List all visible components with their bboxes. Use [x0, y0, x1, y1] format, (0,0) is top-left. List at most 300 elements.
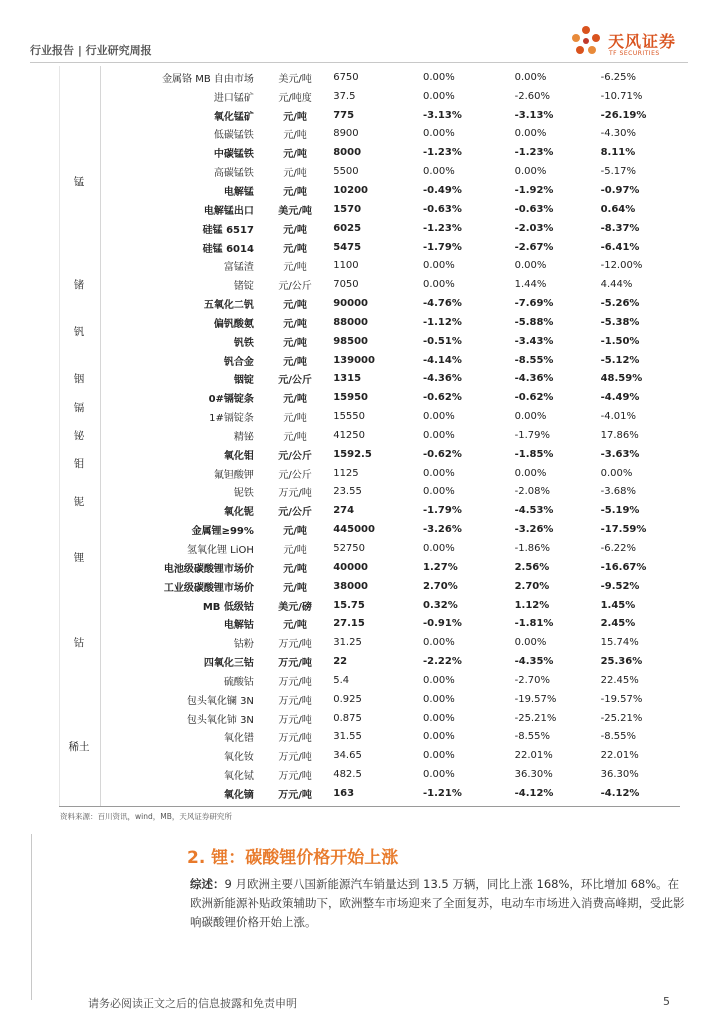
item-name: 包头氧化镧 3N: [186, 695, 254, 707]
change-month: 0.00%: [514, 637, 547, 649]
price-value: 1570: [333, 203, 362, 215]
item-name: 低碳锰铁: [213, 130, 254, 142]
change-month: -2.03%: [514, 222, 554, 234]
change-month: -19.57%: [514, 693, 557, 705]
item-name: 中碳锰铁: [213, 149, 254, 161]
item-name: 氟钽酸钾: [213, 469, 254, 481]
change-ytd: -8.55%: [600, 731, 636, 743]
change-ytd: 15.74%: [600, 637, 639, 649]
item-name: 电解锰: [223, 186, 254, 198]
logo-cn-text: 天风证券: [608, 32, 677, 51]
change-ytd: 0.00%: [600, 467, 633, 479]
change-ytd: -9.52%: [600, 580, 640, 592]
change-week: -0.49%: [423, 184, 462, 196]
price-value: 139000: [333, 354, 375, 366]
change-week: 0.00%: [423, 750, 455, 762]
group-label: 铟: [73, 373, 85, 386]
unit-cell: 万元/吨: [278, 695, 312, 707]
left-margin-rule: [31, 834, 32, 1000]
change-week: -4.76%: [423, 298, 462, 310]
change-month: -3.43%: [514, 335, 554, 347]
table-row: [59, 558, 679, 577]
change-week: -2.22%: [423, 656, 462, 668]
change-ytd: -3.63%: [600, 448, 640, 460]
price-value: 8900: [333, 128, 359, 140]
summary-paragraph: [190, 875, 686, 932]
table-row: [59, 125, 679, 144]
change-week: -0.62%: [423, 392, 462, 404]
item-name: 金属铬 MB 自由市场: [162, 73, 254, 85]
change-ytd: 22.45%: [600, 674, 639, 686]
change-month: -1.92%: [514, 184, 554, 196]
unit-cell: 美元/磅: [278, 601, 312, 613]
item-name: 硫酸钴: [223, 676, 254, 688]
item-name: 工业级碳酸锂市场价: [163, 582, 254, 594]
item-name: 富锰渣: [223, 262, 254, 274]
table-row: [59, 652, 679, 671]
price-value: 34.65: [333, 750, 362, 762]
change-week: 0.00%: [423, 693, 455, 705]
unit-cell: 元/吨: [283, 337, 307, 349]
change-ytd: -4.49%: [600, 392, 640, 404]
change-ytd: -10.71%: [600, 90, 643, 102]
change-week: 0.00%: [423, 429, 455, 441]
table-row: [59, 87, 679, 106]
change-week: 0.00%: [423, 543, 455, 555]
table-row: [59, 690, 679, 709]
unit-cell: 元/吨: [283, 582, 307, 594]
disclaimer-text: 请务必阅读正文之后的信息披露和免责申明: [88, 997, 297, 1010]
table-row: [59, 181, 679, 200]
item-name: MB 低级钴: [202, 601, 254, 613]
change-ytd: -5.12%: [600, 354, 640, 366]
unit-cell: 元/吨: [283, 243, 307, 255]
group-label: 铋: [73, 429, 85, 442]
change-month: 1.12%: [514, 599, 550, 611]
item-name: 氧化镨: [223, 733, 254, 745]
change-month: -4.53%: [514, 505, 554, 517]
group-label: 锰: [73, 175, 85, 188]
header-divider: [30, 62, 688, 63]
group-label: 锂: [73, 552, 85, 565]
price-value: 27.15: [333, 618, 365, 630]
item-name: 氢氧化锂 LiOH: [187, 545, 254, 557]
unit-cell: 万元/吨: [278, 714, 312, 726]
unit-cell: 元/吨: [283, 563, 307, 575]
change-month: 0.00%: [514, 260, 547, 272]
unit-cell: 元/吨: [283, 394, 307, 406]
change-month: -0.63%: [514, 203, 554, 215]
table-row: [59, 483, 679, 502]
price-value: 90000: [333, 298, 368, 310]
summary-body: 9 月欧洲主要八国新能源汽车销量达到 13.5 万辆，同比上涨 168%，环比增加 68%。在欧洲新能源补贴政策辅助下，欧洲整车市场迎来了全面复苏，电动车市场进入消费高峰期，受此影响碳酸锂价格开始上涨。: [190, 877, 685, 929]
table-row: [59, 671, 679, 690]
table-row: [59, 332, 679, 351]
change-ytd: -8.37%: [600, 222, 640, 234]
price-value: 5.4: [333, 674, 350, 686]
price-value: 38000: [333, 580, 368, 592]
table-row: [59, 351, 679, 370]
change-ytd: -5.26%: [600, 298, 640, 310]
price-value: 22: [333, 656, 348, 668]
unit-cell: 元/公斤: [278, 450, 312, 462]
change-week: 0.00%: [423, 71, 455, 83]
change-month: 2.70%: [514, 580, 550, 592]
unit-cell: 元/吨: [283, 111, 307, 123]
change-ytd: -16.67%: [600, 561, 647, 573]
change-month: -1.81%: [514, 618, 554, 630]
table-row: [59, 200, 679, 219]
price-value: 0.875: [333, 712, 362, 724]
price-value: 23.55: [333, 486, 362, 498]
change-ytd: 17.86%: [600, 429, 639, 441]
unit-cell: 元/吨: [283, 620, 307, 632]
change-ytd: -3.68%: [600, 486, 636, 498]
unit-cell: 元/吨: [283, 431, 307, 443]
table-row: [59, 68, 679, 87]
change-week: 0.00%: [423, 90, 455, 102]
price-value: 15.75: [333, 599, 365, 611]
price-value: 40000: [333, 561, 368, 573]
price-value: 88000: [333, 316, 368, 328]
group-label: 铌: [73, 495, 85, 508]
group-label: 钼: [73, 458, 85, 471]
price-table: [59, 68, 679, 803]
change-week: 0.00%: [423, 128, 455, 140]
unit-cell: 元/吨: [283, 300, 307, 312]
change-ytd: 0.64%: [600, 203, 636, 215]
group-label: 镉: [73, 401, 85, 414]
logo-en-text: TF SECURITIES: [609, 50, 660, 57]
change-week: 0.00%: [423, 467, 455, 479]
section-title: 2. 锂：碳酸锂价格开始上涨: [187, 848, 399, 868]
price-value: 31.25: [333, 637, 362, 649]
change-month: 0.00%: [514, 467, 547, 479]
item-name: 高碳锰铁: [213, 168, 254, 180]
table-row: [59, 388, 679, 407]
change-month: -8.55%: [514, 731, 550, 743]
price-value: 5475: [333, 241, 362, 253]
change-week: -4.36%: [423, 373, 462, 385]
change-week: 0.00%: [423, 731, 455, 743]
item-name: 氧化铌: [223, 507, 254, 519]
table-row: [59, 219, 679, 238]
table-row: [59, 520, 679, 539]
table-row: [59, 633, 679, 652]
item-name: 硅锰 6014: [202, 243, 254, 255]
group-label: [59, 68, 99, 87]
unit-cell: 万元/吨: [278, 752, 312, 764]
source-note: 资料来源：百川资讯，wind，MB，天风证券研究所: [60, 812, 232, 821]
change-week: 0.00%: [423, 637, 455, 649]
change-week: 0.00%: [423, 260, 455, 272]
item-name: 进口锰矿: [213, 92, 254, 104]
change-ytd: 48.59%: [600, 373, 643, 385]
change-month: -25.21%: [514, 712, 557, 724]
item-name: 氧化锰矿: [213, 111, 254, 123]
table-row: [59, 238, 679, 257]
change-month: -2.08%: [514, 486, 550, 498]
unit-cell: 万元/吨: [278, 676, 312, 688]
price-value: 7050: [333, 279, 359, 291]
item-name: 五氧化二钒: [203, 300, 254, 312]
item-name: 锗锭: [233, 281, 254, 293]
unit-cell: 万元/吨: [278, 639, 312, 651]
unit-cell: 元/吨度: [278, 92, 312, 104]
price-value: 31.55: [333, 731, 362, 743]
company-logo: [568, 24, 688, 60]
unit-cell: 元/吨: [283, 262, 307, 274]
change-week: -4.14%: [423, 354, 462, 366]
logo-mark-icon: [568, 24, 604, 60]
change-ytd: -5.19%: [600, 505, 640, 517]
price-value: 6025: [333, 222, 362, 234]
change-month: -4.35%: [514, 656, 554, 668]
table-bottom-rule: [59, 806, 680, 807]
table-row: [59, 275, 679, 294]
price-value: 6750: [333, 71, 359, 83]
table-row: [59, 445, 679, 464]
change-week: 0.00%: [423, 166, 455, 178]
item-name: 铌铁: [233, 488, 254, 500]
change-ytd: -4.12%: [600, 787, 640, 799]
change-month: 0.00%: [514, 128, 547, 140]
change-ytd: -4.30%: [600, 128, 636, 140]
unit-cell: 元/公斤: [278, 507, 312, 519]
change-ytd: 22.01%: [600, 750, 639, 762]
unit-cell: 元/吨: [283, 224, 307, 236]
unit-cell: 元/吨: [283, 526, 307, 538]
change-month: 36.30%: [514, 769, 553, 781]
unit-cell: 万元/吨: [278, 658, 312, 670]
table-row: [59, 577, 679, 596]
page-number: 5: [663, 995, 670, 1008]
change-ytd: -6.41%: [600, 241, 640, 253]
unit-cell: 元/吨: [283, 356, 307, 368]
change-ytd: 1.45%: [600, 599, 636, 611]
item-name: 氧化钼: [223, 450, 254, 462]
change-month: 0.00%: [514, 71, 547, 83]
item-name: 包头氧化铈 3N: [186, 714, 254, 726]
change-week: 2.70%: [423, 580, 458, 592]
change-month: 2.56%: [514, 561, 550, 573]
change-month: -2.70%: [514, 674, 550, 686]
change-ytd: 2.45%: [600, 618, 636, 630]
table-row: [59, 256, 679, 275]
price-value: 10200: [333, 184, 368, 196]
change-week: -1.79%: [423, 505, 462, 517]
unit-cell: 元/吨: [283, 186, 307, 198]
change-ytd: -26.19%: [600, 109, 647, 121]
table-row: [59, 501, 679, 520]
change-week: -1.23%: [423, 147, 462, 159]
price-value: 41250: [333, 429, 366, 441]
change-month: -7.69%: [514, 298, 554, 310]
table-row: [59, 162, 679, 181]
change-ytd: -5.17%: [600, 166, 636, 178]
change-week: 0.00%: [423, 769, 455, 781]
unit-cell: 元/公斤: [278, 469, 312, 481]
change-ytd: 8.11%: [600, 147, 636, 159]
item-name: 1#镉锭条: [209, 413, 254, 425]
change-week: -0.63%: [423, 203, 462, 215]
table-row: [59, 370, 679, 389]
change-week: 0.00%: [423, 674, 455, 686]
change-week: -1.12%: [423, 316, 462, 328]
price-value: 775: [333, 109, 355, 121]
change-ytd: -6.22%: [600, 543, 636, 555]
change-week: -1.79%: [423, 241, 462, 253]
item-name: 硅锰 6517: [202, 224, 254, 236]
change-month: 1.44%: [514, 279, 547, 291]
table-row: [59, 596, 679, 615]
group-label: 锗: [73, 279, 85, 292]
change-ytd: -5.38%: [600, 316, 640, 328]
change-month: -1.85%: [514, 448, 554, 460]
change-week: -0.62%: [423, 448, 462, 460]
change-week: -0.51%: [423, 335, 462, 347]
price-value: 1125: [333, 467, 359, 479]
change-week: -1.21%: [423, 787, 462, 799]
item-name: 电池级碳酸锂市场价: [163, 563, 254, 575]
report-header: 行业报告 | 行业研究周报: [30, 44, 152, 57]
table-row: [59, 426, 679, 445]
group-label: 稀土: [68, 740, 90, 753]
table-row: [59, 407, 679, 426]
price-value: 1592.5: [333, 448, 372, 460]
table-row: [59, 294, 679, 313]
price-value: 52750: [333, 543, 366, 555]
change-month: -1.86%: [514, 543, 550, 555]
table-row: [59, 728, 679, 747]
unit-cell: 元/公斤: [278, 281, 312, 293]
item-name: 钴粉: [233, 639, 254, 651]
unit-cell: 元/吨: [283, 149, 307, 161]
table-row: [59, 539, 679, 558]
price-value: 1100: [333, 260, 359, 272]
unit-cell: 美元/吨: [278, 73, 312, 85]
change-ytd: 36.30%: [600, 769, 639, 781]
item-name: 钒合金: [223, 356, 254, 368]
item-name: 氧化钕: [223, 752, 254, 764]
change-week: 0.00%: [423, 486, 455, 498]
item-name: 铟锭: [233, 375, 254, 387]
change-month: 0.00%: [514, 166, 547, 178]
item-name: 电解锰出口: [203, 205, 254, 217]
price-value: 274: [333, 505, 355, 517]
unit-cell: 元/吨: [283, 318, 307, 330]
change-month: 0.00%: [514, 411, 547, 423]
item-name: 金属锂≥99%: [191, 526, 254, 538]
price-value: 1315: [333, 373, 362, 385]
price-value: 37.5: [333, 90, 356, 102]
change-ytd: -0.97%: [600, 184, 640, 196]
change-month: -0.62%: [514, 392, 554, 404]
unit-cell: 元/吨: [283, 168, 307, 180]
price-value: 5500: [333, 166, 359, 178]
table-row: [59, 765, 679, 784]
change-ytd: -4.01%: [600, 411, 636, 423]
change-week: -3.26%: [423, 524, 462, 536]
change-month: -4.12%: [514, 787, 554, 799]
change-ytd: -6.25%: [600, 71, 636, 83]
change-ytd: -19.57%: [600, 693, 643, 705]
unit-cell: 元/吨: [283, 413, 307, 425]
change-week: 0.00%: [423, 279, 455, 291]
unit-cell: 万元/吨: [278, 771, 312, 783]
change-month: -2.60%: [514, 90, 550, 102]
change-month: -1.79%: [514, 429, 550, 441]
unit-cell: 元/吨: [283, 130, 307, 142]
unit-cell: 万元/吨: [278, 488, 312, 500]
table-row: [59, 709, 679, 728]
change-month: -3.13%: [514, 109, 554, 121]
table-row: [59, 784, 679, 803]
change-week: -1.23%: [423, 222, 462, 234]
change-week: 0.00%: [423, 712, 455, 724]
price-value: 482.5: [333, 769, 362, 781]
change-month: 22.01%: [514, 750, 553, 762]
group-label: 钒: [73, 326, 85, 339]
price-value: 163: [333, 787, 355, 799]
price-value: 15550: [333, 411, 366, 423]
change-month: -4.36%: [514, 373, 554, 385]
table-row: [59, 746, 679, 765]
unit-cell: 元/公斤: [278, 375, 312, 387]
unit-cell: 元/吨: [283, 545, 307, 557]
change-ytd: -17.59%: [600, 524, 647, 536]
change-month: -8.55%: [514, 354, 554, 366]
change-week: 1.27%: [423, 561, 458, 573]
change-week: 0.00%: [423, 411, 455, 423]
price-value: 8000: [333, 147, 362, 159]
change-month: -5.88%: [514, 316, 554, 328]
change-week: 0.32%: [423, 599, 458, 611]
change-ytd: -25.21%: [600, 712, 643, 724]
table-row: [59, 614, 679, 633]
change-month: -2.67%: [514, 241, 554, 253]
summary-lead: 综述：: [190, 877, 225, 891]
unit-cell: 美元/吨: [278, 205, 312, 217]
item-name: 氧化镝: [223, 789, 254, 801]
price-value: 445000: [333, 524, 375, 536]
item-name: 偏钒酸氨: [213, 318, 254, 330]
price-value: 0.925: [333, 693, 362, 705]
change-week: -0.91%: [423, 618, 462, 630]
table-row: [59, 313, 679, 332]
price-value: 15950: [333, 392, 368, 404]
change-ytd: -12.00%: [600, 260, 643, 272]
item-name: 0#镉锭条: [208, 394, 254, 406]
price-value: 98500: [333, 335, 368, 347]
table-row: [59, 464, 679, 483]
change-ytd: 25.36%: [600, 656, 643, 668]
unit-cell: 万元/吨: [278, 789, 312, 801]
change-month: -3.26%: [514, 524, 554, 536]
item-name: 四氧化三钴: [203, 658, 254, 670]
table-row: [59, 106, 679, 125]
item-name: 氧化铽: [223, 771, 254, 783]
change-week: -3.13%: [423, 109, 462, 121]
unit-cell: 万元/吨: [278, 733, 312, 745]
change-ytd: 4.44%: [600, 279, 633, 291]
item-name: 钒铁: [233, 337, 254, 349]
group-label: 钴: [73, 637, 85, 650]
table-row: [59, 143, 679, 162]
item-name: 精铋: [233, 431, 254, 443]
change-month: -1.23%: [514, 147, 554, 159]
change-ytd: -1.50%: [600, 335, 640, 347]
